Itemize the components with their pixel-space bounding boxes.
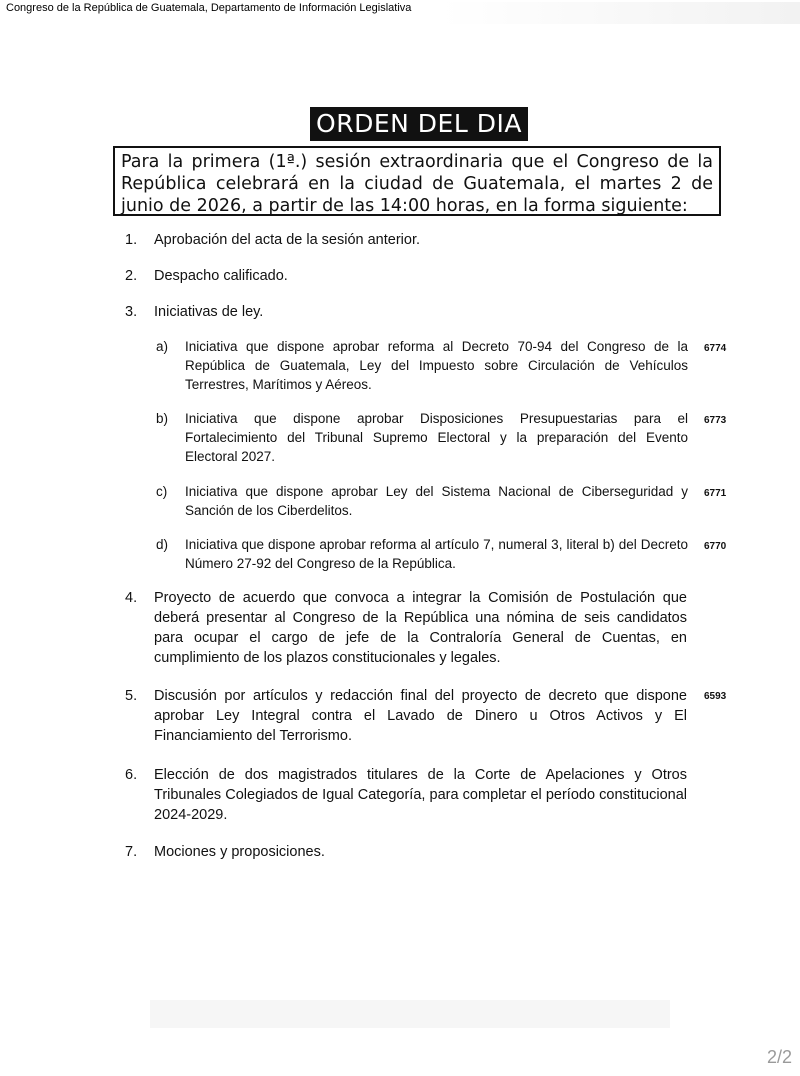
initiative-number: 6770 bbox=[704, 541, 727, 552]
agenda-item-number: 6. bbox=[125, 767, 138, 783]
agenda-item-number: 1. bbox=[125, 232, 138, 248]
agenda-item-text: Aprobación del acta de la sesión anterior. bbox=[154, 232, 421, 248]
agenda-item-number: 4. bbox=[125, 590, 138, 606]
subitem-text: Iniciativa que dispone aprobar Ley del Sistema Nacional de Ciberseguridad y Sanción de los Ciberdelitos. bbox=[185, 484, 688, 518]
intro-paragraph: Para la primera (1ª.) sesión extraordinaria que el Congreso de la República celebrará en la ciudad de Guatemala, el martes 2 de junio de 2026, a partir de las 14:00 horas, en la forma siguiente: bbox=[113, 146, 721, 216]
initiative-number: 6774 bbox=[704, 343, 727, 354]
source-header-text: Congreso de la República de Guatemala, Departamento de Información Legislativa bbox=[6, 2, 412, 14]
subitem-letter: a) bbox=[156, 339, 169, 354]
faint-scan-artifact bbox=[150, 1000, 670, 1028]
agenda-item-text: Elección de dos magistrados titulares de la Corte de Apelaciones y Otros Tribunales Colegiados de Igual Categoría, para completar el período constitucional 2024-2029. bbox=[154, 767, 687, 823]
initiative-number: 6773 bbox=[704, 415, 727, 426]
agenda-item-text: Iniciativas de ley. bbox=[154, 304, 264, 320]
agenda-item-number: 3. bbox=[125, 304, 138, 320]
agenda-item-number: 7. bbox=[125, 844, 138, 860]
agenda-item-text: Mociones y proposiciones. bbox=[154, 844, 325, 860]
page-indicator: 2/2 bbox=[766, 1047, 792, 1067]
agenda-item-number: 2. bbox=[125, 268, 138, 284]
initiative-number: 6593 bbox=[704, 691, 727, 702]
subitem-text: Iniciativa que dispone aprobar reforma al Decreto 70-94 del Congreso de la República de Guatemala, Ley del Impuesto sobre Circulación de Vehículos Terrestres, Marítimos y Aéreos. bbox=[185, 339, 688, 392]
document-title: ORDEN DEL DIA bbox=[310, 107, 528, 141]
agenda-item-text: Despacho calificado. bbox=[154, 268, 288, 284]
initiative-number: 6771 bbox=[704, 488, 727, 499]
subitem-text: Iniciativa que dispone aprobar Disposiciones Presupuestarias para el Fortalecimiento del Tribunal Supremo Electoral y la preparación del Evento Electoral 2027. bbox=[185, 411, 688, 464]
subitem-letter: b) bbox=[156, 411, 169, 426]
agenda-item-text: Discusión por artículos y redacción final del proyecto de decreto que dispone aprobar Ley Integral contra el Lavado de Dinero u Otros Activos y El Financiamiento del Terrorismo. bbox=[154, 688, 687, 744]
subitem-text: Iniciativa que dispone aprobar reforma al artículo 7, numeral 3, literal b) del Decreto Número 27-92 del Congreso de la República. bbox=[185, 537, 688, 571]
agenda-item-number: 5. bbox=[125, 688, 138, 704]
subitem-letter: c) bbox=[156, 484, 168, 499]
subitem-letter: d) bbox=[156, 537, 169, 552]
agenda-item-text: Proyecto de acuerdo que convoca a integrar la Comisión de Postulación que deberá presentar al Congreso de la República una nómina de seis candidatos para ocupar el cargo de jefe de la Contraloría General de Cuentas, en cumplimiento de los plazos constitucionales y legales. bbox=[154, 590, 687, 666]
header-fade bbox=[440, 2, 800, 24]
